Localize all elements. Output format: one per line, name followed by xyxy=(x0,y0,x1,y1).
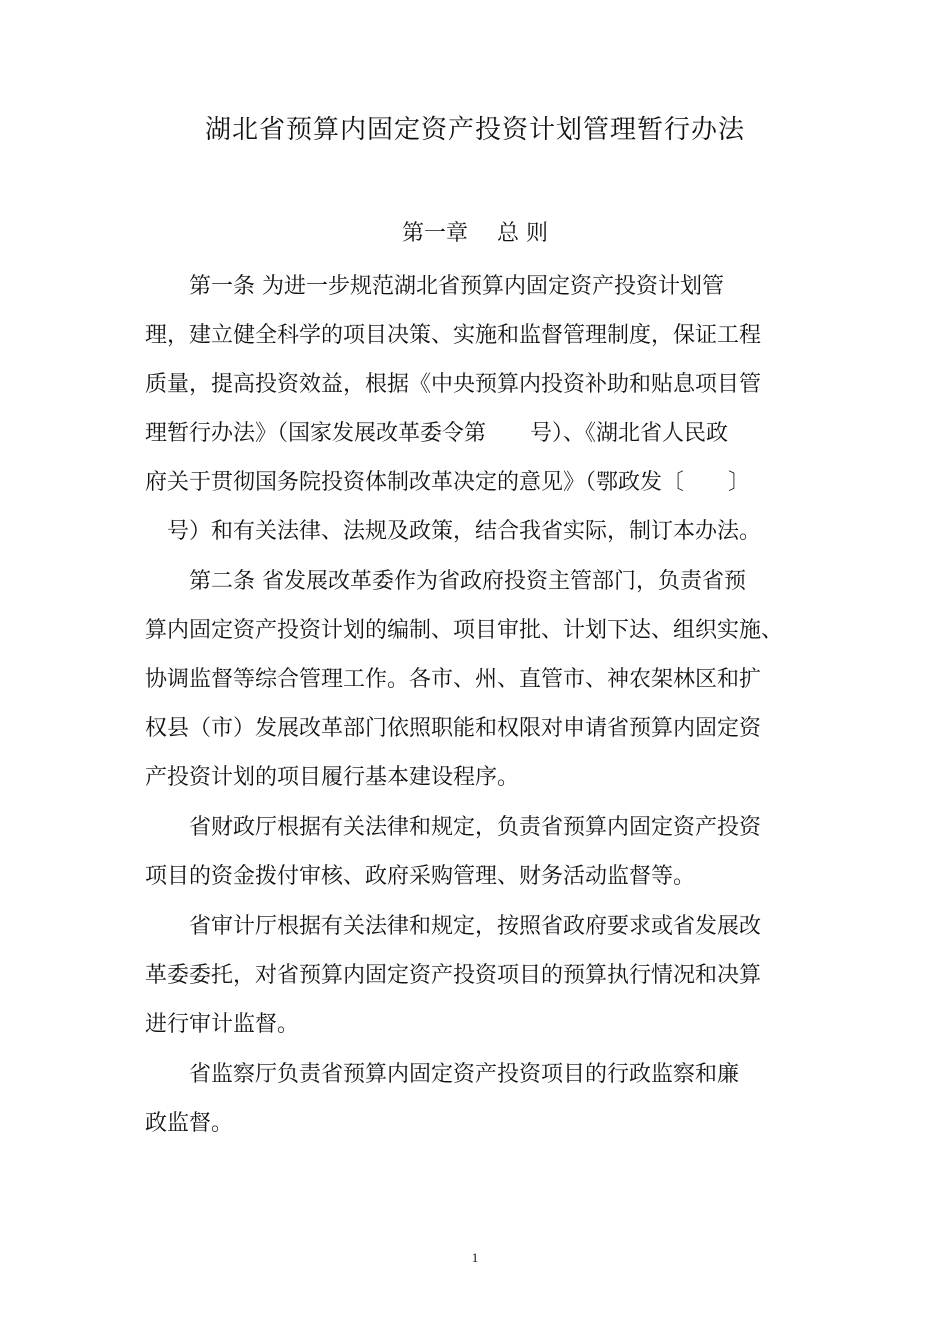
page-number: 1 xyxy=(471,1250,479,1265)
chapter-heading-text: 第一章 总 则 xyxy=(402,221,548,246)
chapter-heading xyxy=(0,214,950,254)
paragraph-article-2 xyxy=(145,557,810,802)
paragraph-line: 第一条 为进一步规范湖北省预算内固定资产投资计划管 xyxy=(189,274,724,299)
paragraph-line: 产投资计划的项目履行基本建设程序。 xyxy=(145,765,520,790)
document-title: 湖北省预算内固定资产投资计划管理暂行办法 xyxy=(204,115,745,145)
paragraph-line: 协调监督等综合管理工作。各市、州、直管市、神农架林区和扩 xyxy=(145,667,762,692)
paragraph-line: 进行审计监督。 xyxy=(145,1012,300,1037)
paragraph-line: 算内固定资产投资计划的编制、项目审批、计划下达、组织实施、 xyxy=(145,618,784,643)
paragraph-line: 省财政厅根据有关法律和规定，负责省预算内固定资产投资 xyxy=(189,815,762,840)
paragraph-line: 第二条 省发展改革委作为省政府投资主管部门，负责省预 xyxy=(189,569,746,594)
paragraph-line: 理暂行办法》（国家发展改革委令第 号）、《湖北省人民政 xyxy=(145,421,729,446)
paragraph-line: 省审计厅根据有关法律和规定，按照省政府要求或省发展改 xyxy=(189,914,762,939)
paragraph-line: 理，建立健全科学的项目决策、实施和监督管理制度，保证工程 xyxy=(145,323,762,348)
paragraph-line: 政监督。 xyxy=(145,1111,234,1136)
paragraph-line: 革委委托，对省预算内固定资产投资项目的预算执行情况和决算 xyxy=(145,963,762,988)
paragraph-line: 府关于贯彻国务院投资体制改革决定的意见》（鄂政发〔 〕 xyxy=(145,470,751,495)
document-body xyxy=(145,262,810,1149)
paragraph-line: 权县（市）发展改革部门依照职能和权限对申请省预算内固定资 xyxy=(145,716,762,741)
paragraph-audit-department xyxy=(145,902,810,1049)
paragraph-line: 号）和有关法律、法规及政策，结合我省实际，制订本办法。 xyxy=(145,519,762,544)
paragraph-finance-department xyxy=(145,803,810,901)
paragraph-line: 项目的资金拨付审核、政府采购管理、财务活动监督等。 xyxy=(145,864,696,889)
paragraph-line: 质量，提高投资效益，根据《中央预算内投资补助和贴息项目管 xyxy=(145,372,762,397)
paragraph-line: 省监察厅负责省预算内固定资产投资项目的行政监察和廉 xyxy=(189,1062,740,1087)
paragraph-supervision-department xyxy=(145,1050,810,1148)
paragraph-article-1 xyxy=(145,262,810,556)
